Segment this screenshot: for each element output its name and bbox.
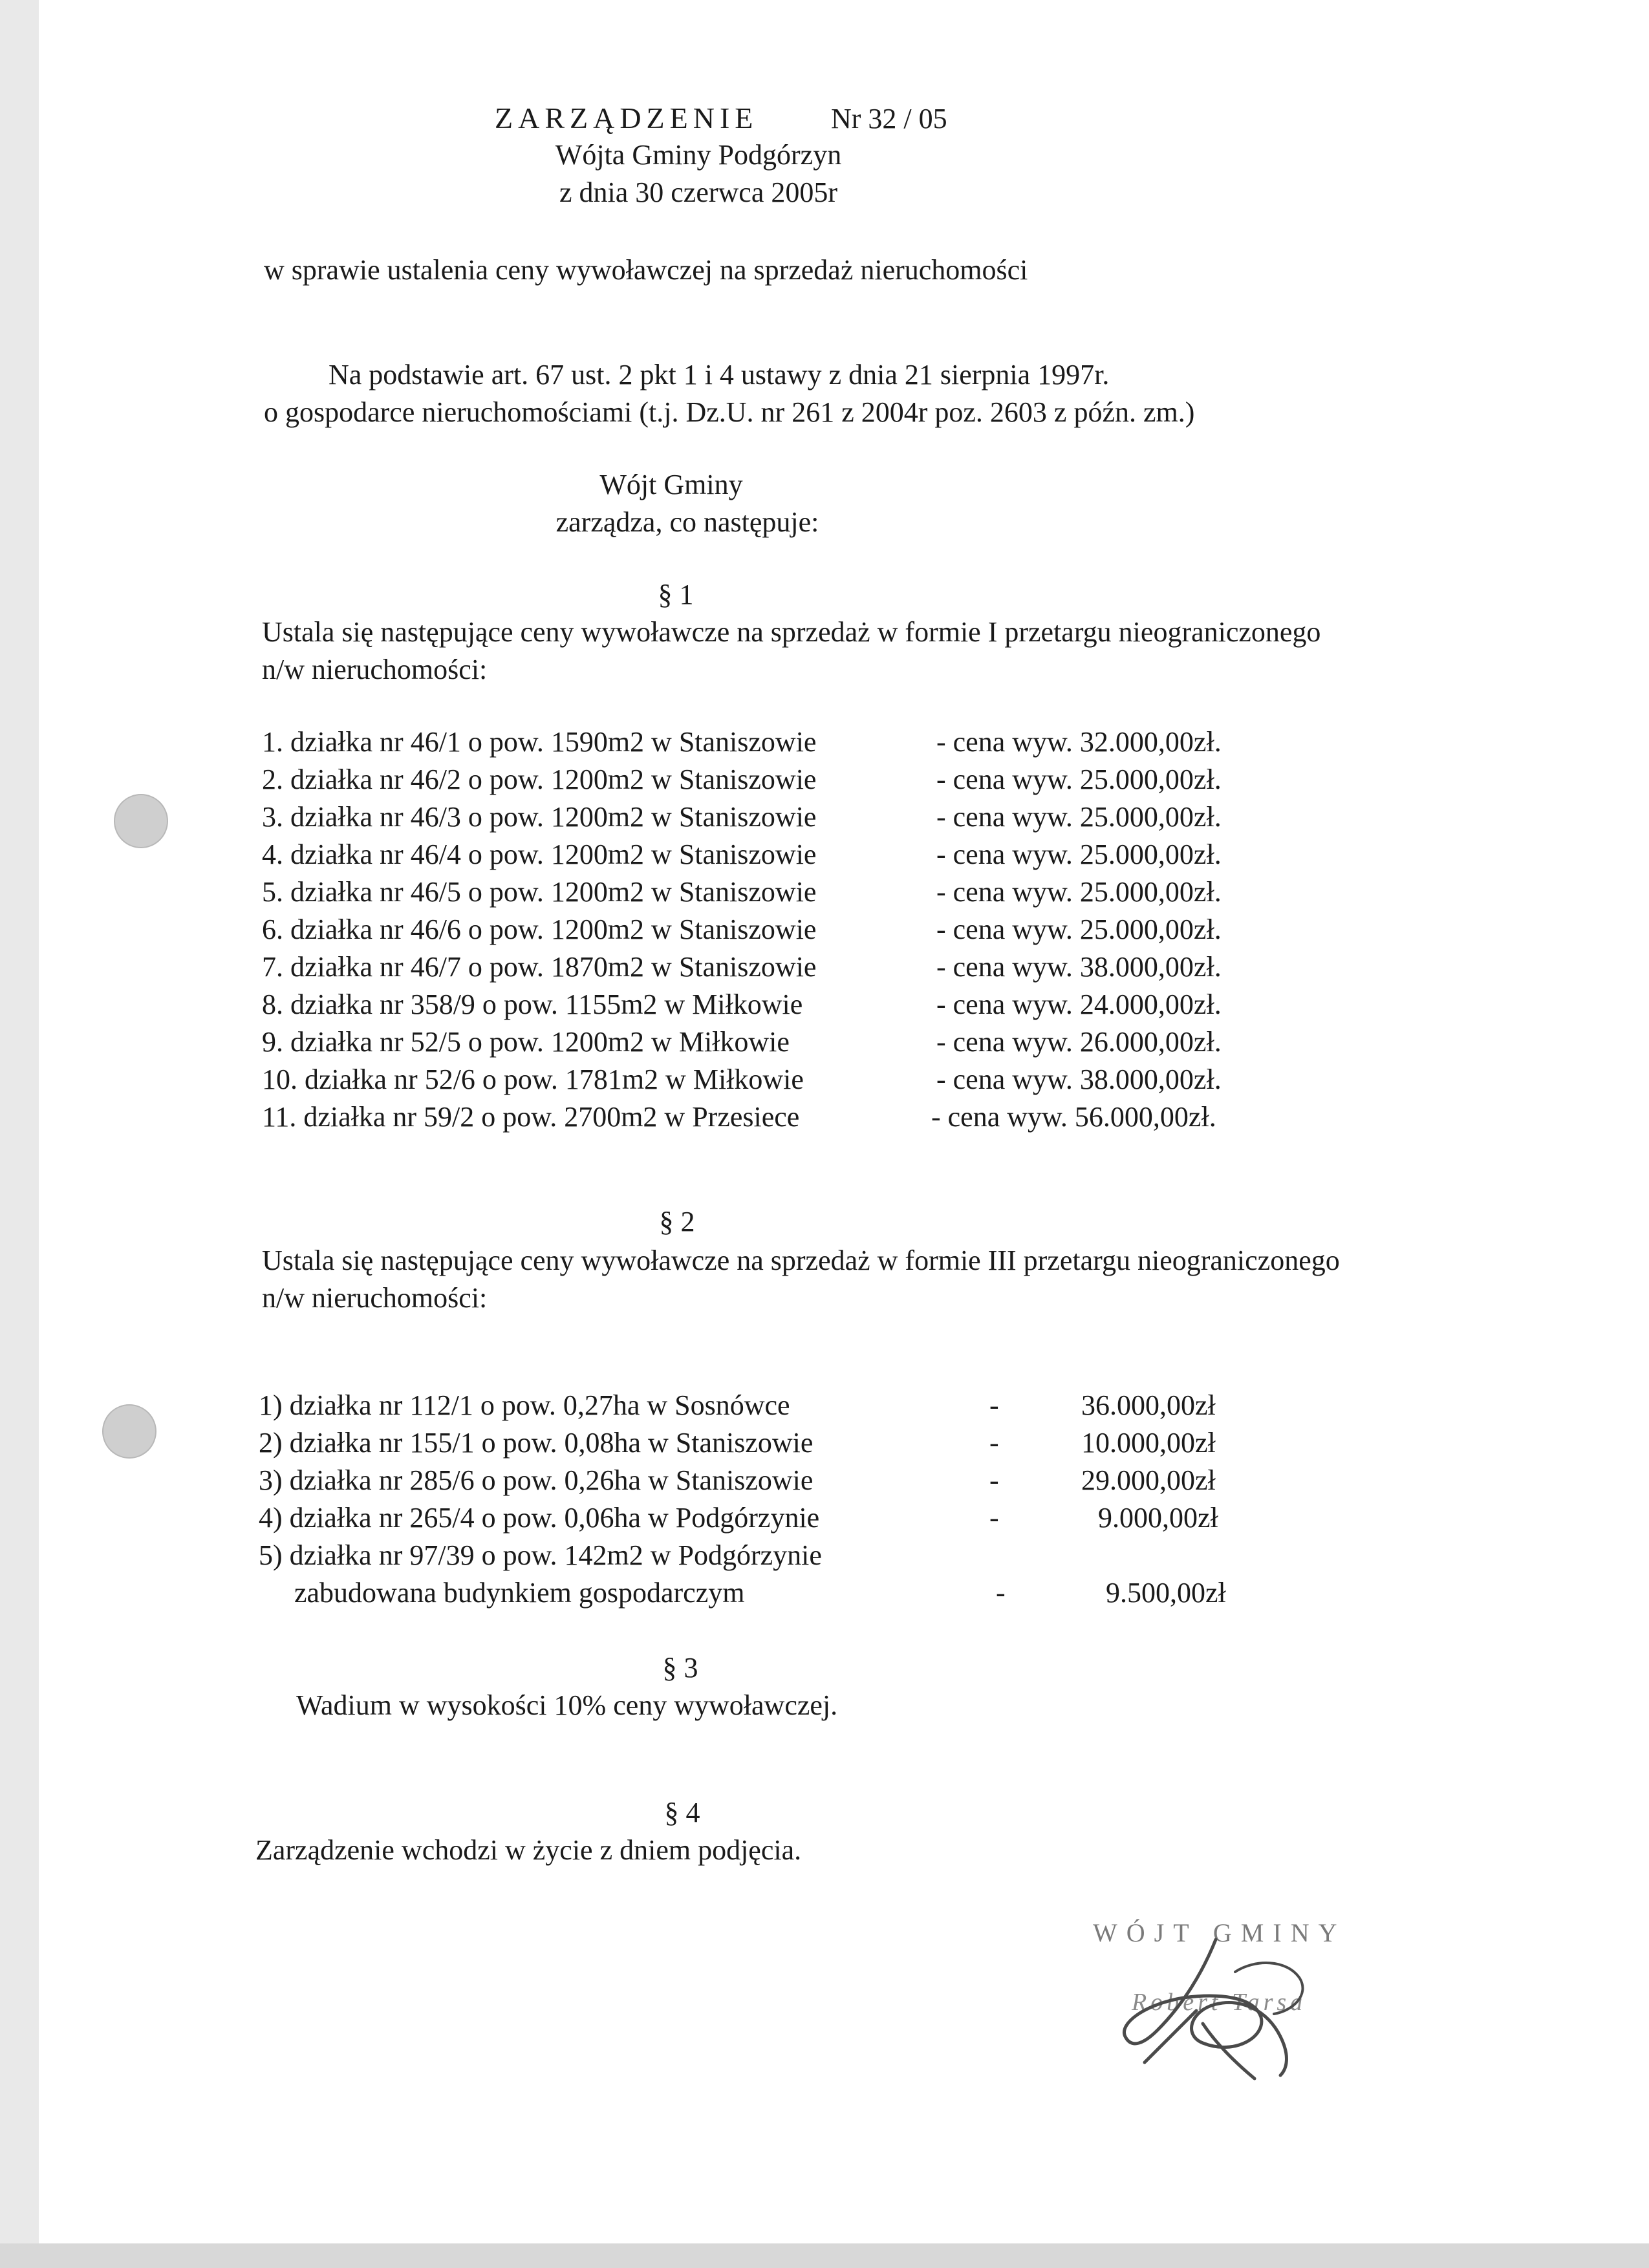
parcel-price: - cena wyw. 26.000,00zł. xyxy=(936,1026,1222,1058)
section2-heading: § 2 xyxy=(659,1206,695,1237)
parcel-price: - cena wyw. 25.000,00zł. xyxy=(936,876,1222,908)
legal-basis-line2: o gospodarce nieruchomościami (t.j. Dz.U. nr 261 z 2004r poz. 2603 z późn. zm.) xyxy=(264,396,1195,428)
parcel-description: 3. działka nr 46/3 o pow. 1200m2 w Staniszowie xyxy=(262,801,817,833)
parcel-description: 3) działka nr 285/6 o pow. 0,26ha w Staniszowie xyxy=(259,1464,814,1496)
section1-intro-line2: n/w nieruchomości: xyxy=(262,654,488,685)
price-dash: - xyxy=(989,1389,999,1421)
parcel-price: - cena wyw. 56.000,00zł. xyxy=(931,1101,1216,1133)
section2-intro-line1: Ustala się następujące ceny wywoławcze na sprzedaż w formie III przetargu nieograniczonego xyxy=(262,1245,1340,1276)
parcel-price: - cena wyw. 25.000,00zł. xyxy=(936,839,1222,870)
section4-heading: § 4 xyxy=(664,1797,700,1828)
doc-subject: w sprawie ustalenia ceny wywoławczej na sprzedaż nieruchomości xyxy=(264,254,1028,286)
section2-intro-line2: n/w nieruchomości: xyxy=(262,1282,488,1314)
parcel-description: zabudowana budynkiem gospodarczym xyxy=(294,1577,745,1609)
list-item xyxy=(0,1504,1649,1540)
official-stamp-title: WÓJT GMINY xyxy=(1093,1918,1346,1947)
parcel-price: 36.000,00zł xyxy=(1081,1389,1216,1421)
parcel-description: 4) działka nr 265/4 o pow. 0,06ha w Podgórzynie xyxy=(259,1502,820,1534)
parcel-price: - cena wyw. 24.000,00zł. xyxy=(936,989,1222,1020)
list-item xyxy=(0,1391,1649,1428)
parcel-price: 9.500,00zł xyxy=(1106,1577,1226,1609)
parcel-description: 9. działka nr 52/5 o pow. 1200m2 w Miłkowie xyxy=(262,1026,790,1058)
parcel-price: - cena wyw. 25.000,00zł. xyxy=(936,914,1222,945)
handwritten-signature xyxy=(1106,1933,1352,2082)
parcel-description: 5. działka nr 46/5 o pow. 1200m2 w Staniszowie xyxy=(262,876,817,908)
list-item xyxy=(0,878,1649,914)
scan-edge-bottom xyxy=(0,2243,1649,2268)
parcel-description: 8. działka nr 358/9 o pow. 1155m2 w Miłkowie xyxy=(262,989,803,1020)
parcel-description: 1) działka nr 112/1 o pow. 0,27ha w Sosnówce xyxy=(259,1389,790,1421)
price-dash: - xyxy=(989,1502,999,1534)
doc-issuer: Wójta Gminy Podgórzyn xyxy=(555,139,842,171)
parcel-description: 4. działka nr 46/4 o pow. 1200m2 w Staniszowie xyxy=(262,839,817,870)
parcel-price: - cena wyw. 32.000,00zł. xyxy=(936,726,1222,758)
doc-number: Nr 32 / 05 xyxy=(831,103,947,134)
list-item xyxy=(0,915,1649,952)
doc-date: z dnia 30 czerwca 2005r xyxy=(559,177,838,208)
list-item xyxy=(0,990,1649,1027)
list-item xyxy=(0,765,1649,802)
price-dash: - xyxy=(996,1577,1006,1609)
list-item xyxy=(0,728,1649,764)
parcel-price: - cena wyw. 38.000,00zł. xyxy=(936,1064,1222,1095)
parcel-description: 2) działka nr 155/1 o pow. 0,08ha w Staniszowie xyxy=(259,1427,814,1459)
section3-heading: § 3 xyxy=(662,1652,698,1684)
section1-intro-line1: Ustala się następujące ceny wywoławcze na sprzedaż w formie I przetargu nieograniczonego xyxy=(262,616,1321,648)
section3-text: Wadium w wysokości 10% ceny wywoławczej. xyxy=(296,1689,838,1721)
list-item xyxy=(0,953,1649,989)
parcel-price: 29.000,00zł xyxy=(1081,1464,1216,1496)
list-item xyxy=(0,803,1649,839)
decree-line2: zarządza, co następuje: xyxy=(555,506,819,538)
parcel-price: 9.000,00zł xyxy=(1098,1502,1218,1534)
doc-title: ZARZĄDZENIE xyxy=(495,102,759,134)
parcel-price: - cena wyw. 25.000,00zł. xyxy=(936,801,1222,833)
list-item-continuation xyxy=(0,1579,1649,1615)
parcel-description: 7. działka nr 46/7 o pow. 1870m2 w Staniszowie xyxy=(262,951,817,983)
parcel-description: 2. działka nr 46/2 o pow. 1200m2 w Staniszowie xyxy=(262,764,817,795)
list-item xyxy=(0,1541,1649,1578)
parcel-price: - cena wyw. 38.000,00zł. xyxy=(936,951,1222,983)
price-dash: - xyxy=(989,1464,999,1496)
parcel-price: - cena wyw. 25.000,00zł. xyxy=(936,764,1222,795)
list-item xyxy=(0,1028,1649,1064)
legal-basis-line1: Na podstawie art. 67 ust. 2 pkt 1 i 4 ustawy z dnia 21 sierpnia 1997r. xyxy=(329,359,1110,390)
official-stamp-name: Robert Tarsa xyxy=(1132,1989,1307,2016)
list-item xyxy=(0,1429,1649,1465)
list-item xyxy=(0,1466,1649,1503)
list-item xyxy=(0,1103,1649,1139)
price-dash: - xyxy=(989,1427,999,1459)
list-item xyxy=(0,1065,1649,1102)
list-item xyxy=(0,840,1649,877)
parcel-description: 5) działka nr 97/39 o pow. 142m2 w Podgórzynie xyxy=(259,1539,822,1571)
decree-line1: Wójt Gminy xyxy=(599,469,743,500)
parcel-description: 10. działka nr 52/6 o pow. 1781m2 w Miłkowie xyxy=(262,1064,804,1095)
section4-text: Zarządzenie wchodzi w życie z dniem podjęcia. xyxy=(255,1834,802,1866)
parcel-description: 11. działka nr 59/2 o pow. 2700m2 w Przesiece xyxy=(262,1101,800,1133)
section1-heading: § 1 xyxy=(658,579,694,610)
parcel-description: 1. działka nr 46/1 o pow. 1590m2 w Staniszowie xyxy=(262,726,817,758)
parcel-description: 6. działka nr 46/6 o pow. 1200m2 w Staniszowie xyxy=(262,914,817,945)
parcel-price: 10.000,00zł xyxy=(1081,1427,1216,1459)
